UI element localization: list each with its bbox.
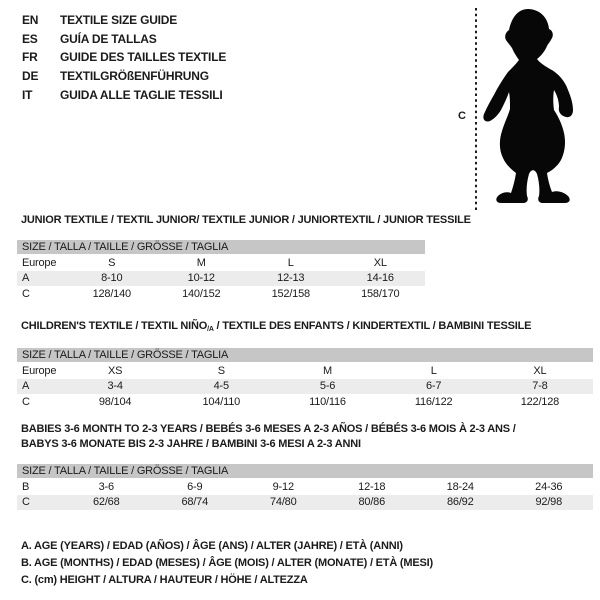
cell-value: 8-10: [101, 272, 123, 285]
row-label-cell: Europe: [22, 364, 57, 377]
guide-title-es: GUÍA DE TALLAS: [60, 31, 157, 46]
guide-title-fr: GUIDE DES TAILLES TEXTILE: [60, 50, 227, 65]
cell-value: XL: [533, 364, 547, 377]
cell-value: 158/170: [361, 287, 400, 300]
cell-value: 110/116: [309, 395, 346, 408]
cell-value: 7-8: [532, 380, 548, 393]
cell-value: 14-16: [366, 272, 394, 285]
cell-value: 152/158: [271, 287, 310, 300]
cell-value: 3-4: [107, 380, 123, 393]
cell-value: M: [196, 256, 206, 269]
cell-value: 92/98: [535, 496, 563, 509]
guide-title-en: TEXTILE SIZE GUIDE: [60, 13, 178, 28]
babies-table: [17, 464, 593, 510]
babies-table-title: [21, 422, 586, 451]
cell-value: 4-5: [213, 380, 229, 393]
cell-value: 9-12: [272, 480, 294, 493]
cell-value: 6-7: [426, 380, 442, 393]
row-label-cell: C: [22, 395, 30, 408]
language-code: IT: [22, 87, 33, 102]
cell-value: S: [217, 364, 225, 377]
row-label-cell: Europe: [22, 256, 57, 269]
table-row: [17, 286, 425, 302]
language-code: FR: [22, 50, 38, 65]
size-header-bar: SIZE / TALLA / TAILLE / GRÖSSE / TAGLIA: [17, 464, 593, 478]
cell-value: 10-12: [187, 272, 215, 285]
table-row: [17, 379, 593, 395]
cell-value: 24-36: [535, 480, 563, 493]
children-table-title: [21, 320, 531, 333]
row-label-cell: C: [22, 496, 30, 509]
cell-value: 98/104: [98, 395, 132, 408]
table-row: [17, 271, 425, 287]
size-header-bar: SIZE / TALLA / TAILLE / GRÖSSE / TAGLIA: [17, 348, 593, 362]
language-row-it: [22, 85, 226, 104]
cell-value: S: [108, 256, 116, 269]
cell-value: 128/140: [92, 287, 131, 300]
cell-value: 140/152: [182, 287, 221, 300]
children-title-pre: CHILDREN'S TEXTILE / TEXTIL NIÑO: [21, 320, 208, 332]
guide-title-de: TEXTILGRÖßENFÜHRUNG: [60, 69, 209, 84]
row-label-cell: A: [22, 272, 30, 285]
height-measure-figure: [440, 0, 600, 220]
cell-value: 122/128: [520, 395, 560, 408]
footnote-c: C. (cm) HEIGHT / ALTURA / HAUTEUR / HÖHE / ALTEZZA: [21, 574, 308, 587]
footnote-a: A. AGE (YEARS) / EDAD (AÑOS) / ÂGE (ANS) / ALTER (JAHRE) / ETÀ (ANNI): [21, 540, 403, 552]
junior-table: [17, 240, 425, 302]
table-row: [17, 255, 425, 271]
cell-value: 62/68: [92, 496, 120, 509]
cell-value: M: [322, 364, 332, 377]
row-label-cell: A: [22, 380, 30, 393]
table-row: [17, 479, 593, 495]
measure-footnotes: [21, 538, 433, 590]
babies-title-line1: BABIES 3-6 MONTH TO 2-3 YEARS / BEBÉS 3-6 MESES A 2-3 AÑOS / BÉBÉS 3-6 MOIS À 2-3 ANS /: [21, 423, 516, 435]
cell-value: 5-6: [319, 380, 336, 393]
cell-value: 86/92: [446, 496, 474, 509]
cell-value: 68/74: [181, 496, 209, 509]
children-title-subscript: /A: [207, 326, 214, 333]
size-header-bar: SIZE / TALLA / TAILLE / GRÖSSE / TAGLIA: [17, 240, 425, 254]
language-row-de: [22, 67, 226, 86]
cell-value: 12-18: [358, 480, 386, 493]
cell-value: 3-6: [98, 480, 114, 493]
language-code: EN: [22, 13, 39, 28]
cell-value: 116/122: [414, 395, 453, 408]
children-title-post: / TEXTILE DES ENFANTS / KINDERTEXTIL / BAMBINI TESSILE: [213, 320, 532, 332]
language-code: ES: [22, 31, 38, 46]
cell-value: L: [287, 256, 294, 269]
cell-value: XS: [107, 364, 123, 377]
junior-table-title: JUNIOR TEXTILE / TEXTIL JUNIOR/ TEXTILE JUNIOR / JUNIORTEXTIL / JUNIOR TESSILE: [21, 214, 471, 226]
footnote-b: B. AGE (MONTHS) / EDAD (MESES) / ÂGE (MOIS) / ALTER (MONATE) / ETÀ (MESI): [21, 557, 433, 570]
cell-value: 74/80: [269, 496, 297, 509]
cell-value: 80/86: [358, 496, 386, 509]
row-label-cell: B: [22, 480, 30, 493]
language-title-list: [22, 11, 226, 104]
guide-title-it: GUIDA ALLE TAGLIE TESSILI: [60, 87, 223, 102]
language-row-es: [22, 30, 226, 49]
babies-title-line2: BABYS 3-6 MONATE BIS 2-3 JAHRE / BAMBINI 3-6 MESI A 2-3 ANNI: [21, 437, 361, 450]
children-table: [17, 348, 593, 410]
measure-label-c: C: [458, 110, 466, 122]
cell-value: 18-24: [446, 480, 474, 493]
cell-value: 104/110: [202, 395, 241, 408]
cell-value: 6-9: [187, 480, 203, 493]
language-row-fr: [22, 48, 226, 67]
baby-silhouette-icon: [483, 9, 573, 203]
cell-value: L: [430, 364, 437, 377]
table-row: [17, 495, 593, 511]
table-row: [17, 394, 593, 410]
table-row: [17, 363, 593, 379]
row-label-cell: C: [22, 287, 30, 300]
cell-value: 12-13: [277, 272, 305, 285]
language-row-en: [22, 11, 226, 30]
cell-value: XL: [373, 256, 387, 269]
language-code: DE: [22, 69, 39, 84]
